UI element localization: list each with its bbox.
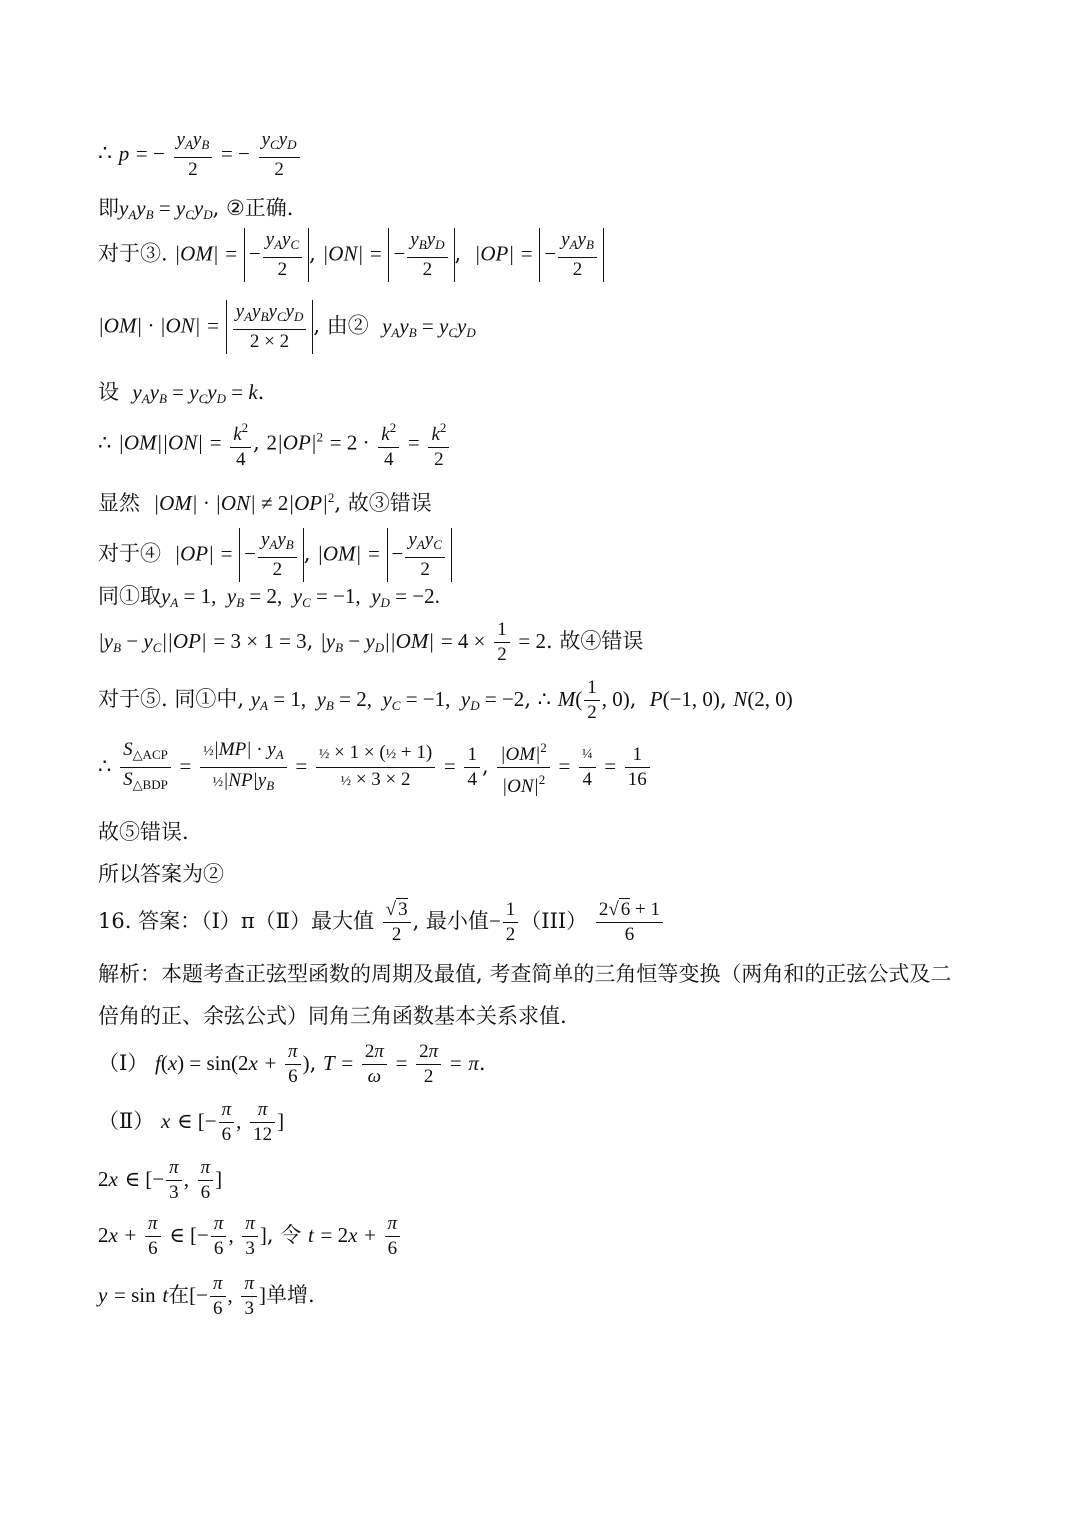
solution-line-11: 对于⑤. 同①中, $y_A = 1$, $y_B = 2$, $y_C = -1$, $y_D = -2$, ∴ M( $\frac{1}{2}$ , 0), P(−1, 0), N(2, 0) <box>98 677 793 723</box>
interval-t-line: 2x + $\frac{\pi}{6}$ ∈ [− $\frac{\pi}{6}$ , $\frac{\pi}{3}$ ], 令 t = 2x + $\frac{\pi}{6}$ <box>98 1212 402 1261</box>
solution-line-12: ∴ $\frac{S_{\triangle ACP}}{S_{\triangle BDP}}$ = $\frac{\frac{1}{2}|MP| \cdot y_A}{\frac{1}{2}|NP|y_B}$ = $\frac{\text{½ × 1 × (½ + 1)}}{\text{½ × 3 × 2}}$ = $\frac{1}{4}$ , $\frac{|OM|^2}{|ON|^2}$ = $\frac{\text{¼}}{4}$ = $\frac{1}{16}$ <box>98 736 652 799</box>
solution-line-14: 所以答案为② <box>98 862 224 886</box>
therefore-symbol: ∴ <box>98 141 112 167</box>
solution-line-9: 同①取$y_A = 1$, $y_B = 2$, $y_C = -1$, $y_D = -2$. <box>98 584 440 610</box>
solution-line-5: 设 $y_Ay_B = y_Cy_D = k$. <box>98 380 265 406</box>
analysis-line-2: 倍角的正、余弦公式）同角三角函数基本关系求值. <box>98 1004 567 1028</box>
monotonic-line: y = sin t在[− $\frac{\pi}{6}$ , $\frac{\pi}{3}$ ]单增. <box>98 1273 315 1319</box>
solution-line-7: 显然 $|OM| \cdot |ON| \ne 2|OP|^2$, 故③错误 <box>98 490 432 515</box>
solution-line-8: 对于④ |OP| = − $\frac{y_Ay_B}{2}$ , |OM| = − $\frac{y_Ay_C}{2}$ <box>98 528 452 582</box>
solution-line-4: |OM| · |ON| = $\frac{y_Ay_By_Cy_D}{2 \times 2}$ , 由② $y_Ay_B = y_Cy_D$ <box>98 301 476 352</box>
solution-line-2: 即$y_Ay_B = y_Cy_D$, ②正确. <box>98 196 294 222</box>
solution-line-3: 对于③. |OM| = − $\frac{y_Ay_C}{2}$ , |ON| = − $\frac{y_By_D}{2}$ , |OP| = − $\frac{y_Ay_B}{2}$ <box>98 228 604 282</box>
solution-line-13: 故⑤错误. <box>98 820 189 844</box>
part-ii-line: （Ⅱ） x ∈ [− $\frac{\pi}{6}$ , $\frac{\pi}{12}$ ] <box>98 1099 285 1145</box>
analysis-line-1: 解析：本题考查正弦型函数的周期及最值, 考查简单的三角恒等变换（两角和的正弦公式及二 <box>98 962 952 986</box>
part-i-line: （Ⅰ） f(x) = sin(2x + $\frac{\pi}{6}$ ), T = $\frac{2\pi}{\omega}$ = $\frac{2\pi}{2}$ = π. <box>98 1041 486 1087</box>
solution-line-1: ∴ p = − $\frac{y_Ay_B}{2}$ = − $\frac{y_Cy_D}{2}$ <box>98 128 302 182</box>
interval-2x-line: 2x ∈ [− $\frac{\pi}{3}$ , $\frac{\pi}{6}$ ] <box>98 1157 223 1203</box>
solution-line-6: ∴ |OM||ON| = $\frac{k^2}{4}$ , $2|OP|^2 = 2$ · $\frac{k^2}{4}$ = $\frac{k^2}{2}$ <box>98 416 451 472</box>
solution-line-10: $|y_B - y_C||OP| = 3 \times 1 = 3$, $|y_B - y_D||OM| = 4$ × $\frac{1}{2}$ = 2. 故④错误 <box>98 619 644 665</box>
answer-16-line: 16. 答案：（Ⅰ）π（Ⅱ）最大值 $\frac{√ 3}{2}$ , 最小值− $\frac{1}{2}$ （III） $\frac{2√ 6 + 1}{6}$ <box>98 898 665 947</box>
